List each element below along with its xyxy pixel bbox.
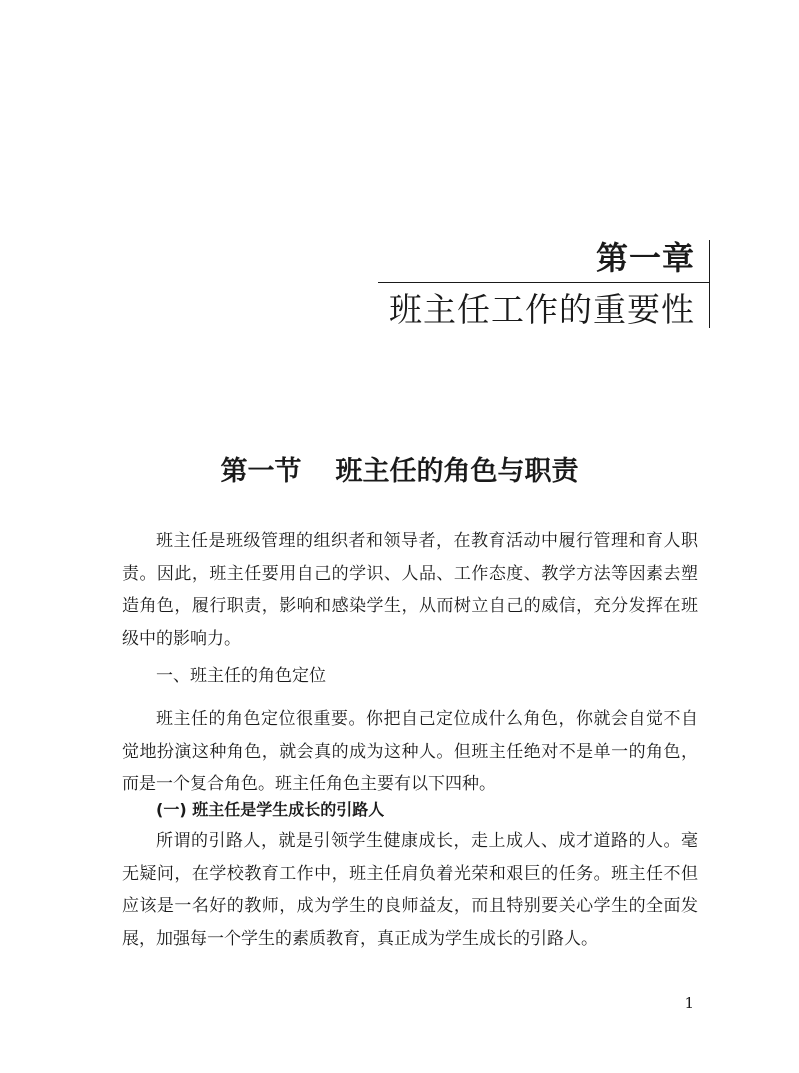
intro-paragraph: 班主任是班级管理的组织者和领导者，在教育活动中履行管理和育人职责。因此，班主任要用自己的学识、人品、工作态度、教学方法等因素去塑造角色，履行职责，影响和感染学生，从而树立自己的威信，充分发挥在班级中的影响力。 — [122, 531, 698, 649]
guide-paragraph: 所谓的引路人，就是引领学生健康成长，走上成人、成才道路的人。毫无疑问，在学校教育工作中，班主任肩负着光荣和艰巨的任务。班主任不但应该是一名好的教师，成为学生的良师益友，而且特别要关心学生的全面发展，加强每一个学生的素质教育，真正成为学生成长的引路人。 — [122, 831, 698, 949]
chapter-label: 第一章 — [595, 239, 695, 277]
chapter-title: 班主任工作的重要性 — [389, 290, 695, 329]
section-number: 第一节 — [220, 456, 302, 487]
subheading-role-positioning: 一、班主任的角色定位 — [156, 666, 326, 686]
chapter-rule-vertical-bottom — [709, 283, 710, 328]
role-positioning-paragraph: 班主任的角色定位很重要。你把自己定位成什么角色，你就会自觉不自觉地扮演这种角色，就会真的成为这种人。但班主任绝对不是单一的角色，而是一个复合角色。班主任角色主要有以下四种。 — [122, 709, 698, 794]
subheading-guide: (一) 班主任是学生成长的引路人 — [156, 800, 385, 819]
chapter-rule-vertical-top — [709, 240, 710, 283]
section-title — [0, 454, 799, 490]
section-name: 班主任的角色与职责 — [335, 456, 579, 487]
chapter-rule-horizontal — [378, 282, 710, 283]
page-number: 1 — [684, 994, 694, 1012]
